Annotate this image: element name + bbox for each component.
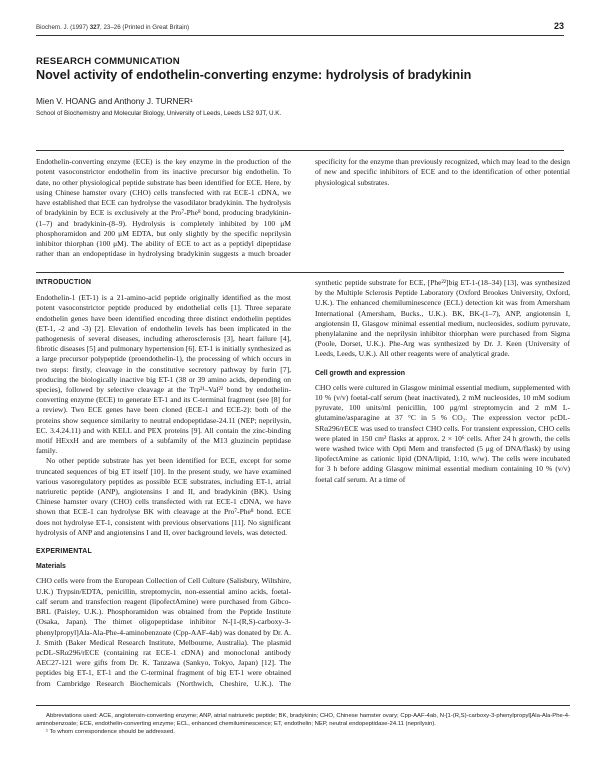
footnotes bbox=[36, 713, 570, 736]
page-number: 23 bbox=[553, 21, 564, 31]
article-type: RESEARCH COMMUNICATION bbox=[36, 56, 180, 67]
section-heading-experimental: EXPERIMENTAL bbox=[36, 548, 92, 556]
journal-year: (1997) bbox=[70, 24, 88, 31]
subsection-heading-materials: Materials bbox=[36, 563, 66, 571]
article-body bbox=[36, 278, 570, 694]
footnote-abbreviations: Abbreviations used: ACE, angiotensin-converting enzyme; ANP, atrial natriuretic peptide; BK, bradykinin; CHO, Chinese hamster ovary; Cpp-AAF-4ab, N-[1-(R,S)-carboxy-3-phenylpropyl]Ala-Ala-Phe-4-aminobenzoate; ECE, endothelin-converting enzyme; ECL, enhanced chemiluminescence; ET, endothelin; NEP, neutral endopeptidase-24.11 (neprilysin). bbox=[36, 713, 570, 727]
divider-bottom bbox=[36, 272, 564, 273]
intro-paragraph-1: Endothelin-1 (ET-1) is a 21-amino-acid peptide originally identified as the most potent vasoconstrictor peptide produced by endothelial cells [1]. Three separate endothelin genes have been identified encoding three distinct endothelin peptides (ET-1, -2 and -3) [2]. Elevation of endothelin levels has been implicated in the pathogenesis of several diseases, including atherosclerosis [3], heart failure [4], fibrotic diseases [5] and pulmonary hypertension [6]. ET-1 is initially synthesized as a large precursor polypeptide (proendothelin-1), the processing of which occurs in two steps: firstly, cleavage in the constitutive secretory pathway by furin [7], producing the biologically inactive big ET-1 (38 or 39 amino acids, depending on species), followed by selective cleavage at the Trp²¹–Val²² bond by endothelin-converting enzyme (ECE) to generate ET-1 and its C-terminal fragment (see [8] for a review). Two ECE genes have been cloned (ECE-1 and ECE-2): both of the proteins show sequence similarity to neutral endopeptidase-24.11 (NEP; neprilysin, EC. 3.4.24.11) and with KELL and PEX proteins [9]. All contain the zinc-binding motif HExxH and are members of a subfamily of the M13 gluzincin peptidase family. bbox=[36, 293, 291, 456]
article-title: Novel activity of endothelin-converting enzyme: hydrolysis of bradykinin bbox=[36, 68, 472, 82]
journal-name: Biochem. J. bbox=[36, 24, 69, 31]
cell-growth-paragraph: CHO cells were cultured in Glasgow minimal essential medium, supplemented with 10 % (v/v) foetal-calf serum (heat inactivated), 2 mM nucleosides, 10 mM sodium pyruvate, 100 units/ml penicillin, 100 μg/ml streptomycin and 2 mM L-glutamine/asparagine at 37 °C in 5 % CO₂. The expression vector pcDL-SRα296/rECE was used to transfect CHO cells. For transient expression, CHO cells were plated in 150 cm² flasks at approx. 2 × 10⁶ cells. After 24 h growth, the cells were washed twice with Opti Mem and transfected (5 μg of DNA/flask) by using lipofectAmine as cationic lipid (DNA/lipid, 1:10, w/w). The cells were incubated for 3 h before adding Glasgow minimal essential medium containing 10 % (v/v) foetal calf serum. At a time of bbox=[315, 382, 570, 484]
footnote-rule bbox=[36, 705, 570, 706]
journal-citation bbox=[36, 24, 189, 31]
abstract: Endothelin-converting enzyme (ECE) is the key enzyme in the production of the potent vasoconstrictor endothelin from its inactive precursor big endothelin. To date, no other physiological peptide substrate has been identified for ECE. Here, by using Chinese hamster ovary (CHO) cells transfected with rat ECE-1 cDNA, we have established that ECE can hydrolyse the vasodilator bradykinin. The hydrolysis of bradykinin by ECE is exclusively at the Pro⁷-Phe⁸ bond, producing bradykinin-(1–7) and bradykinin-(8–9). Hydrolysis is completely inhibited by 100 μM phosphoramidon and 200 μM EDTA, but only slightly by the specific neprilysin inhibitor thiorphan (100 μM). The ability of ECE to act as a peptidyl dipeptidase rather than an endopeptidase in hydrolysing bradykinin suggests a much broader specificity for the enzyme than previously recognized, which may lead to the design of new and specific inhibitors of ECE and to the identification of other potential physiological substrates. bbox=[36, 157, 570, 259]
journal-pages: , 23–26 (Printed in Great Britain) bbox=[100, 24, 190, 31]
divider-top bbox=[36, 150, 564, 151]
journal-volume: 327 bbox=[89, 24, 101, 31]
article-affiliation: School of Biochemistry and Molecular Biology, University of Leeds, Leeds LS2 9JT, U.K. bbox=[36, 110, 282, 117]
intro-paragraph-2: No other peptide substrate has yet been identified for ECE, except for some truncated sequences of big ET itself [10]. In the present study, we have examined various vasoregulatory peptides as possible ECE substrates, including ET-1, atrial natriuretic peptide (ANP), angiotensins I and II, and bradykinin (BK). Using Chinese hamster ovary (CHO) cells transfected with rat ECE-1 cDNA, we have shown that ECE-1 can hydrolyse BK with cleavage at the Pro⁷-Phe⁸ bond. ECE does not hydrolyse ET-1, consistent with previous observations [11]. No significant hydrolysis of ANP and angiotensins I and II, over background levels, was detected. bbox=[36, 456, 291, 537]
article-authors: Mien V. HOANG and Anthony J. TURNER¹ bbox=[36, 96, 193, 106]
subsection-heading-cell-growth: Cell growth and expression bbox=[315, 369, 405, 377]
section-heading-introduction: INTRODUCTION bbox=[36, 279, 92, 286]
materials-paragraph: CHO cells were from the European Collection of Cell Culture (Salisbury, Wiltshire, U.K.) Trypsin/EDTA, penicillin, streptomycin, non-essential amino acids, foetal-calf serum and transfection reagent (lipofectAmine) were purchased from Gibco-BRL (Paisley, U.K.). Phosphoramidon was obtained from the Peptide Institute (Osaka, Japan). The thimet oligopeptidase inhibitor N-[1-(R,S)-carboxy-3-phenylpropyl]Ala-Ala-Phe-4-aminobenzoate (Cpp-AAF-4ab) was donated by Dr. A. J. Smith (Baker Medical Research Institute, Melbourne, Australia). The plasmid pcDL-SRα296/rECE (containing rat ECE-1 cDNA) and monoclonal antibody AEC27-121 were gifts from Dr. K. Tanzawa (Sankyo, Tokyo, Japan) [12]. The peptides big ET-1, ET-1 and the C-terminal fragment of big ET-1 were obtained from Cambridge Research Biochemicals (Northwich, Cheshire, U.K.). The synthetic peptide substrate for ECE, [Phe²²]big ET-1-(18–34) [13], was synthesized by the Multiple Sclerosis Peptide Laboratory (Oxford Brookes University, Oxford, U.K.). The enhanced chemiluminescence (ECL) detection kit was from Amersham International (Amersham, Bucks., U.K.). BK, BK-(1–7), ANP, angiotensin I, angiotensin II, Glasgow minimal essential medium, nucleosides, sodium pyruvate, phenylalanine and the neprilysin inhibitor thiorphan were purchased from Sigma (Poole, Dorset, U.K.). Phe-Arg was synthesized by Dr. J. Keen (University of Leeds, Leeds, U.K.). All other reagents were of analytical grade. bbox=[36, 278, 570, 688]
running-header bbox=[36, 21, 564, 36]
footnote-correspondence: ¹ To whom correspondence should be addressed. bbox=[46, 728, 175, 735]
